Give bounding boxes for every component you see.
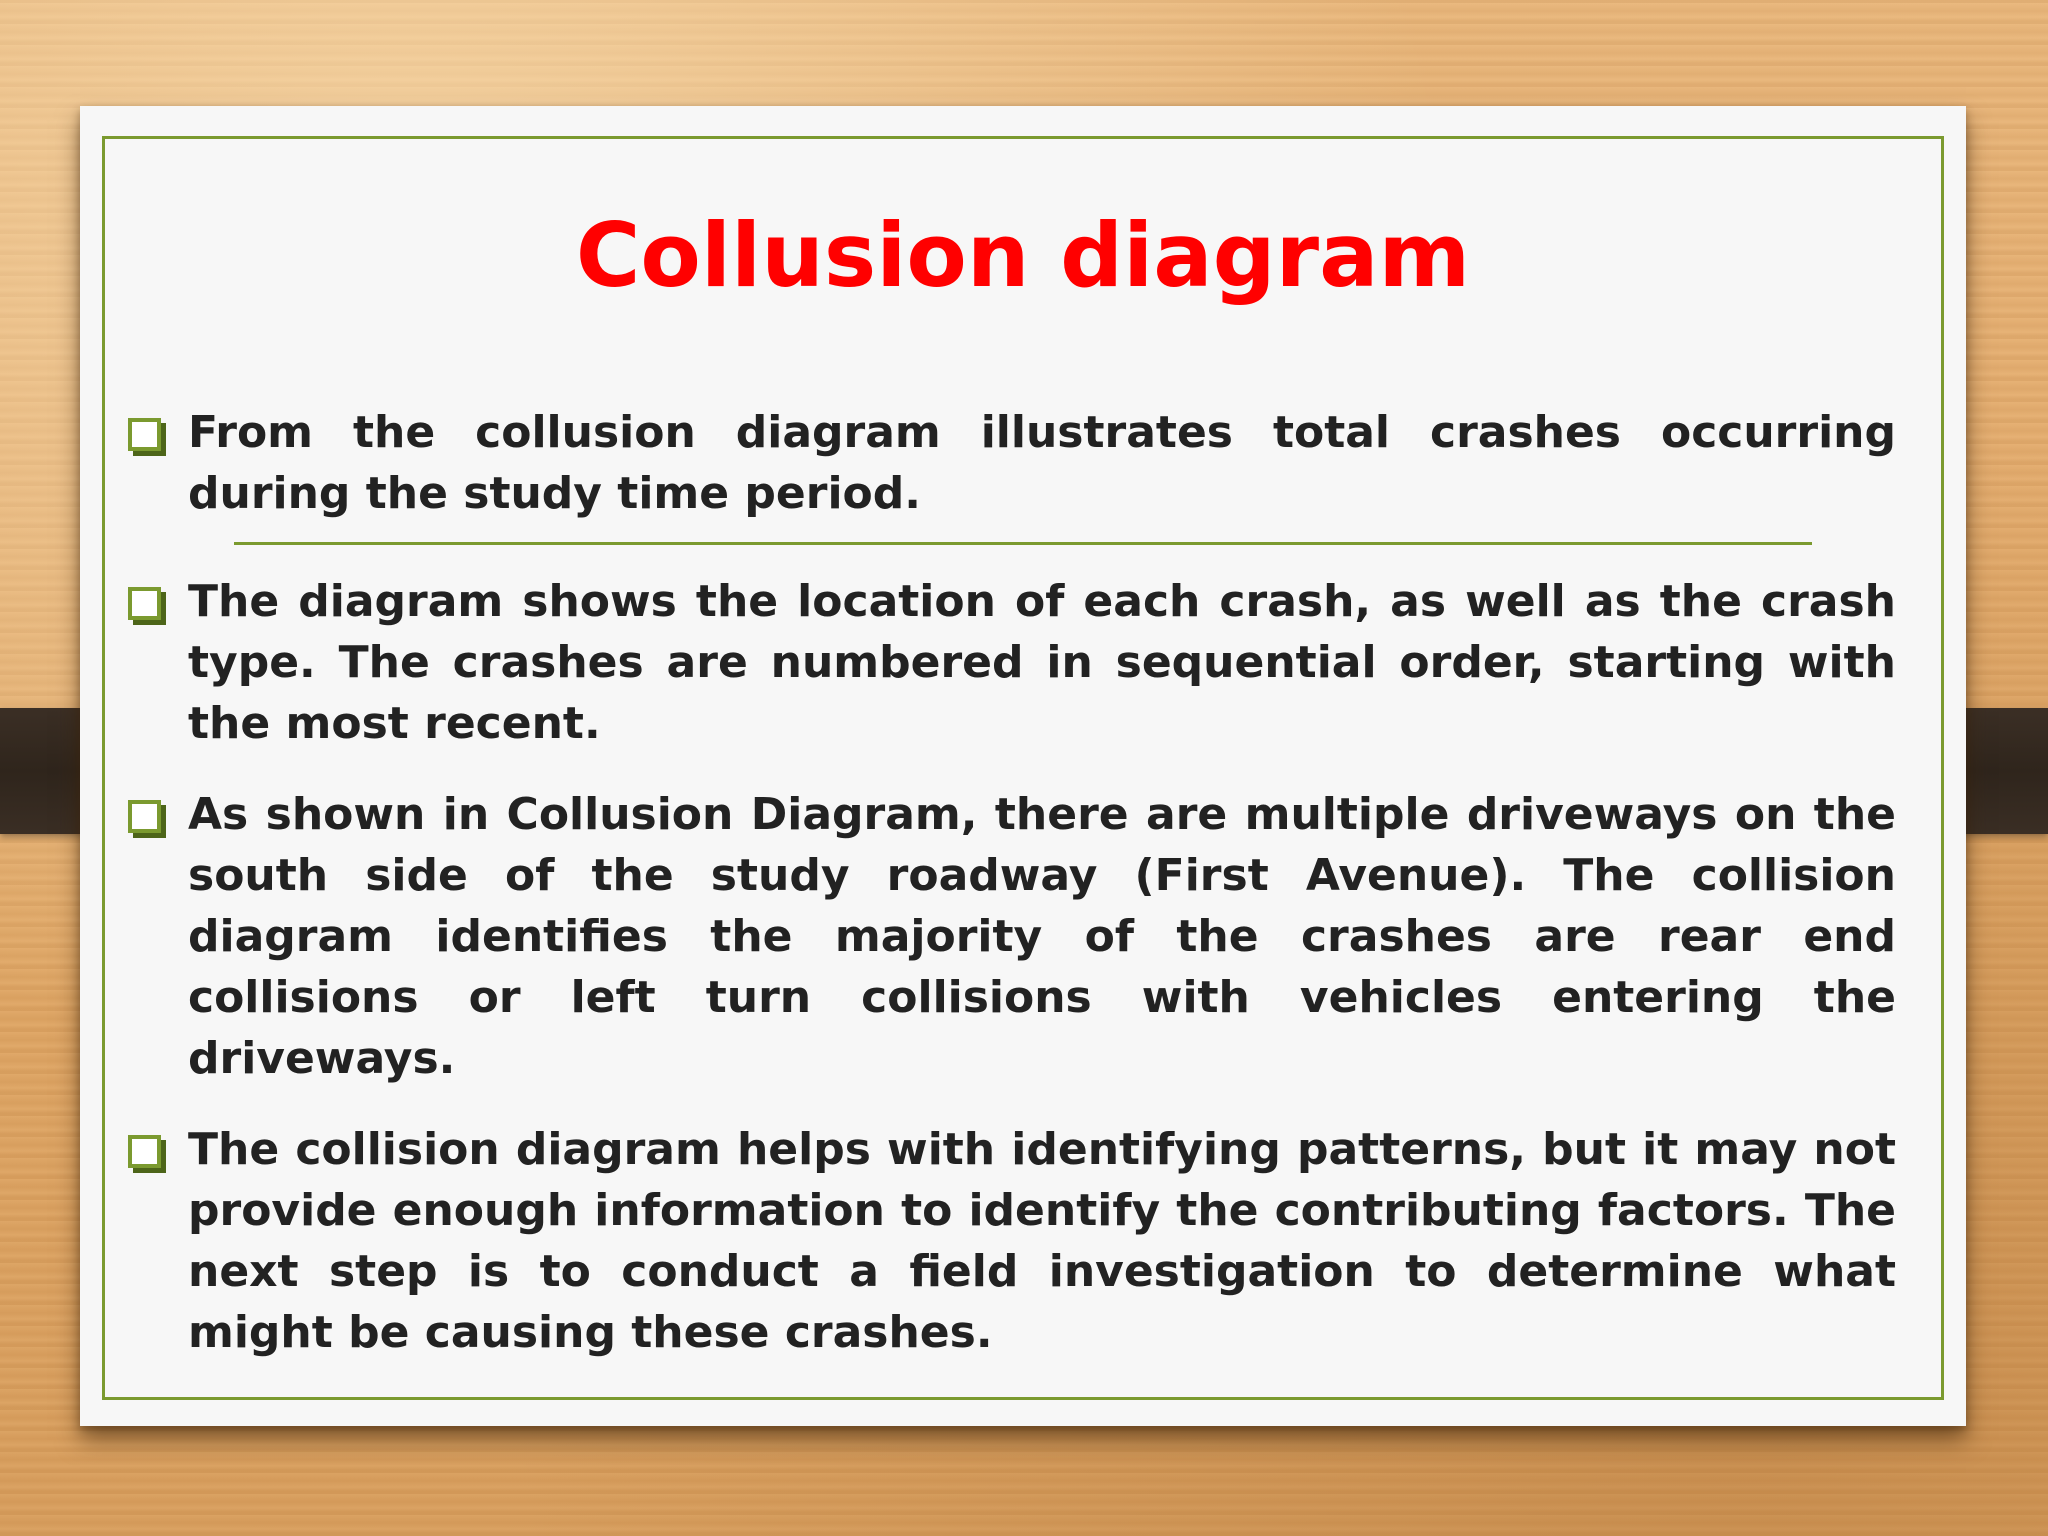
bullet-text: As shown in Collusion Diagram, there are multiple driveways on the south side of the study roadway (First Avenue). The collision diagram identifies the majority of the crashes are rear end collisions or left turn collisions with vehicles entering the driveways. <box>188 789 1896 1084</box>
slide-title: Collusion diagram <box>575 204 1471 307</box>
slide-card <box>80 106 1966 1426</box>
bullet-item <box>128 1119 1896 1363</box>
checkbox-square-icon <box>128 1135 161 1168</box>
checkbox-square-icon <box>128 418 161 451</box>
bullet-item <box>128 784 1896 1089</box>
bullet-text: The diagram shows the location of each crash, as well as the crash type. The crashes are numbered in sequential order, starting with the most recent. <box>188 576 1896 749</box>
bullet-item <box>128 571 1896 754</box>
checkbox-square-icon <box>128 587 161 620</box>
divider-line <box>234 542 1812 545</box>
checkbox-square-icon <box>128 800 161 833</box>
bullet-item <box>128 402 1896 524</box>
bullet-text: From the collusion diagram illustrates total crashes occurring during the study time period. <box>188 407 1896 519</box>
bullet-text: The collision diagram helps with identifying patterns, but it may not provide enough information to identify the contributing factors. The next step is to conduct a field investigation to determine what might be causing these crashes. <box>188 1124 1896 1358</box>
bullet-list <box>128 402 1896 1363</box>
